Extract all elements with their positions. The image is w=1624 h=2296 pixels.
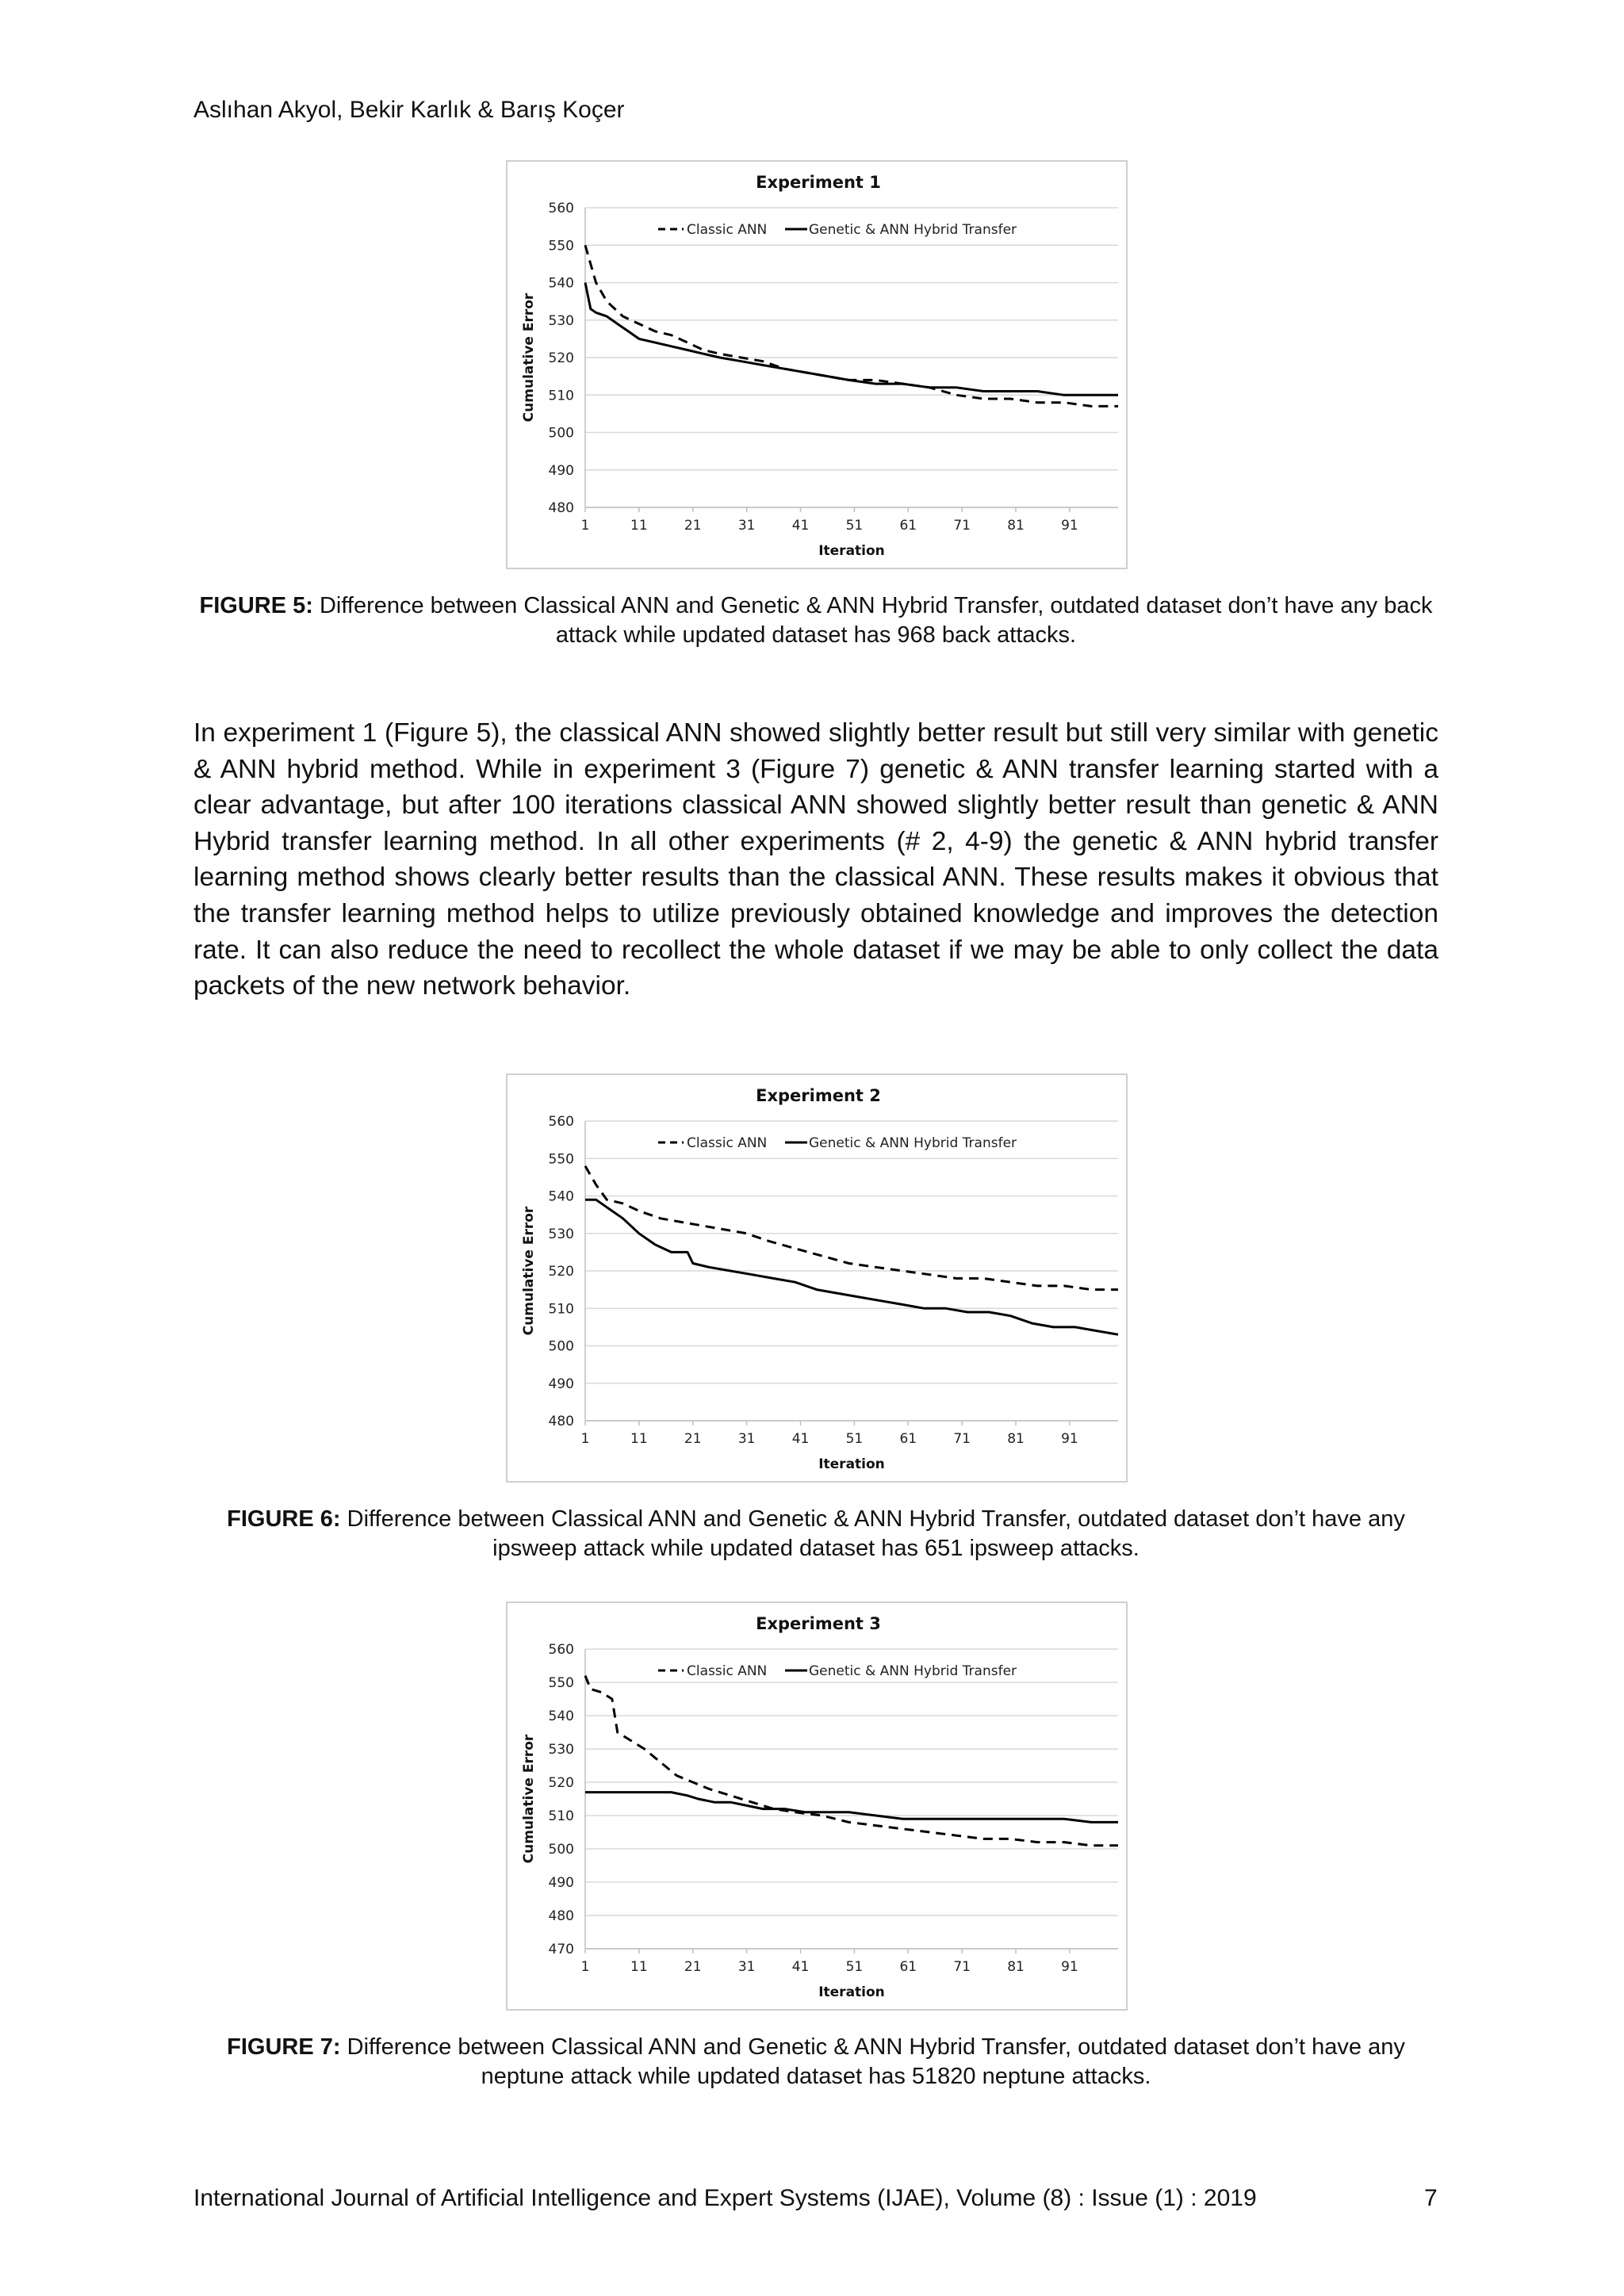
y-tick-label: 510 xyxy=(548,388,574,404)
page-number: 7 xyxy=(1424,2185,1438,2211)
x-tick-label: 61 xyxy=(899,1959,917,1975)
x-tick-label: 21 xyxy=(684,1431,702,1447)
y-tick-label: 560 xyxy=(548,1642,574,1658)
y-tick-label: 540 xyxy=(548,1709,574,1724)
figure-5-chart xyxy=(506,160,1128,569)
series-hybrid-transfer-line xyxy=(585,1793,1118,1823)
figure-6-caption-text: Difference between Classical ANN and Genetic & ANN Hybrid Transfer, outdated dataset don’t have any ipsweep attack while updated dataset has 651 ipsweep attacks. xyxy=(340,1506,1405,1561)
figure-5-caption-label: FIGURE 5: xyxy=(199,593,313,618)
legend-classic-ann-label: Classic ANN xyxy=(687,222,768,238)
x-tick-label: 31 xyxy=(737,1431,756,1447)
x-tick-label: 31 xyxy=(737,1959,756,1975)
x-tick-label: 11 xyxy=(630,1959,648,1975)
figure-5-caption-text: Difference between Classical ANN and Genetic & ANN Hybrid Transfer, outdated dataset don’t have any back attack while updated dataset has 968 back attacks. xyxy=(312,593,1433,648)
x-tick-label: 91 xyxy=(1061,1431,1078,1447)
y-tick-label: 520 xyxy=(548,1264,574,1280)
x-tick-label: 91 xyxy=(1061,518,1078,534)
x-tick-label: 51 xyxy=(845,1959,864,1975)
legend-classic-ann-label: Classic ANN xyxy=(687,1135,768,1151)
chart-title: Experiment 3 xyxy=(756,1614,881,1633)
x-tick-label: 21 xyxy=(684,518,702,534)
y-tick-label: 530 xyxy=(548,1742,574,1758)
experiment-1-chart xyxy=(508,162,1129,571)
y-axis-label: Cumulative Error xyxy=(521,1734,537,1864)
y-tick-label: 560 xyxy=(548,201,574,216)
x-axis-label: Iteration xyxy=(818,1984,885,2000)
y-tick-label: 480 xyxy=(548,500,574,516)
x-tick-label: 91 xyxy=(1061,1959,1078,1975)
x-tick-label: 81 xyxy=(1007,518,1025,534)
experiment-2-chart xyxy=(508,1075,1129,1484)
x-tick-label: 71 xyxy=(953,518,971,534)
y-tick-label: 530 xyxy=(548,312,574,329)
x-axis-label: Iteration xyxy=(818,543,885,559)
chart-title: Experiment 1 xyxy=(756,173,881,192)
figure-7-caption-text: Difference between Classical ANN and Genetic & ANN Hybrid Transfer, outdated dataset don’t have any neptune attack while updated dataset has 51820 neptune attacks. xyxy=(340,2034,1405,2089)
footer-journal: International Journal of Artificial Intelligence and Expert Systems (IJAE), Volume (8) : Issue (1) : 2019 xyxy=(193,2185,1257,2211)
figure-7-caption xyxy=(193,2033,1438,2091)
x-tick-label: 61 xyxy=(899,1431,917,1447)
y-axis-label: Cumulative Error xyxy=(521,1206,537,1336)
y-tick-label: 490 xyxy=(548,1875,574,1891)
figure-6-caption xyxy=(193,1505,1438,1563)
legend-hybrid-transfer-label: Genetic & ANN Hybrid Transfer xyxy=(809,1135,1017,1151)
x-tick-label: 81 xyxy=(1007,1431,1025,1447)
x-tick-label: 71 xyxy=(953,1431,971,1447)
y-tick-label: 550 xyxy=(548,1675,574,1691)
figure-7-chart xyxy=(506,1601,1128,2011)
page-header-authors: Aslıhan Akyol, Bekir Karlık & Barış Koçer xyxy=(193,97,625,123)
y-tick-label: 550 xyxy=(548,238,574,254)
y-tick-label: 490 xyxy=(548,462,574,479)
series-hybrid-transfer-line xyxy=(585,283,1118,396)
y-tick-label: 540 xyxy=(548,275,574,292)
legend-hybrid-transfer-label: Genetic & ANN Hybrid Transfer xyxy=(809,1663,1017,1679)
figure-5-caption xyxy=(193,591,1438,650)
y-tick-label: 560 xyxy=(548,1114,574,1130)
x-tick-label: 41 xyxy=(791,1959,810,1975)
figure-7-caption-label: FIGURE 7: xyxy=(227,2034,341,2060)
y-tick-label: 510 xyxy=(548,1301,574,1318)
figure-6-chart xyxy=(506,1073,1128,1483)
y-tick-label: 480 xyxy=(548,1414,574,1429)
y-tick-label: 520 xyxy=(548,1775,574,1791)
y-tick-label: 490 xyxy=(548,1376,574,1392)
legend-classic-ann-label: Classic ANN xyxy=(687,1663,768,1679)
y-tick-label: 550 xyxy=(548,1151,574,1168)
series-classic-ann-line xyxy=(585,245,1118,406)
x-tick-label: 71 xyxy=(953,1959,971,1975)
experiment-3-chart xyxy=(508,1603,1129,2012)
x-tick-label: 1 xyxy=(580,1431,590,1447)
y-tick-label: 500 xyxy=(548,1338,574,1355)
chart-title: Experiment 2 xyxy=(756,1086,881,1105)
y-tick-label: 500 xyxy=(548,425,574,442)
y-tick-label: 510 xyxy=(548,1808,574,1824)
x-tick-label: 51 xyxy=(845,518,864,534)
y-tick-label: 520 xyxy=(548,350,574,366)
x-tick-label: 1 xyxy=(580,1959,590,1975)
y-tick-label: 540 xyxy=(548,1188,574,1205)
x-tick-label: 61 xyxy=(899,518,917,534)
x-tick-label: 81 xyxy=(1007,1959,1025,1975)
y-tick-label: 500 xyxy=(548,1842,574,1858)
legend-hybrid-transfer-label: Genetic & ANN Hybrid Transfer xyxy=(809,222,1017,238)
y-tick-label: 530 xyxy=(548,1226,574,1242)
body-paragraph: In experiment 1 (Figure 5), the classical ANN showed slightly better result but still very similar with genetic & ANN hybrid method. While in experiment 3 (Figure 7) genetic & ANN transfer learning started with a clear advantage, but after 100 iterations classical ANN showed slightly better result than genetic & ANN Hybrid transfer learning method. In all other experiments (# 2, 4-9) the genetic & ANN hybrid transfer learning method shows clearly better results than the classical ANN. These results makes it obvious that the transfer learning method helps to utilize previously obtained knowledge and improves the detection rate. It can also reduce the need to recollect the whole dataset if we may be able to only collect the data packets of the new network behavior. xyxy=(193,718,1438,1001)
x-tick-label: 21 xyxy=(684,1959,702,1975)
x-tick-label: 31 xyxy=(737,518,756,534)
x-tick-label: 11 xyxy=(630,518,648,534)
x-tick-label: 51 xyxy=(845,1431,864,1447)
y-tick-label: 480 xyxy=(548,1908,574,1924)
x-axis-label: Iteration xyxy=(818,1456,885,1472)
x-tick-label: 11 xyxy=(630,1431,648,1447)
x-tick-label: 1 xyxy=(580,518,590,534)
y-axis-label: Cumulative Error xyxy=(521,293,537,423)
figure-6-caption-label: FIGURE 6: xyxy=(227,1506,341,1532)
x-tick-label: 41 xyxy=(791,518,810,534)
x-tick-label: 41 xyxy=(791,1431,810,1447)
y-tick-label: 470 xyxy=(548,1942,574,1957)
